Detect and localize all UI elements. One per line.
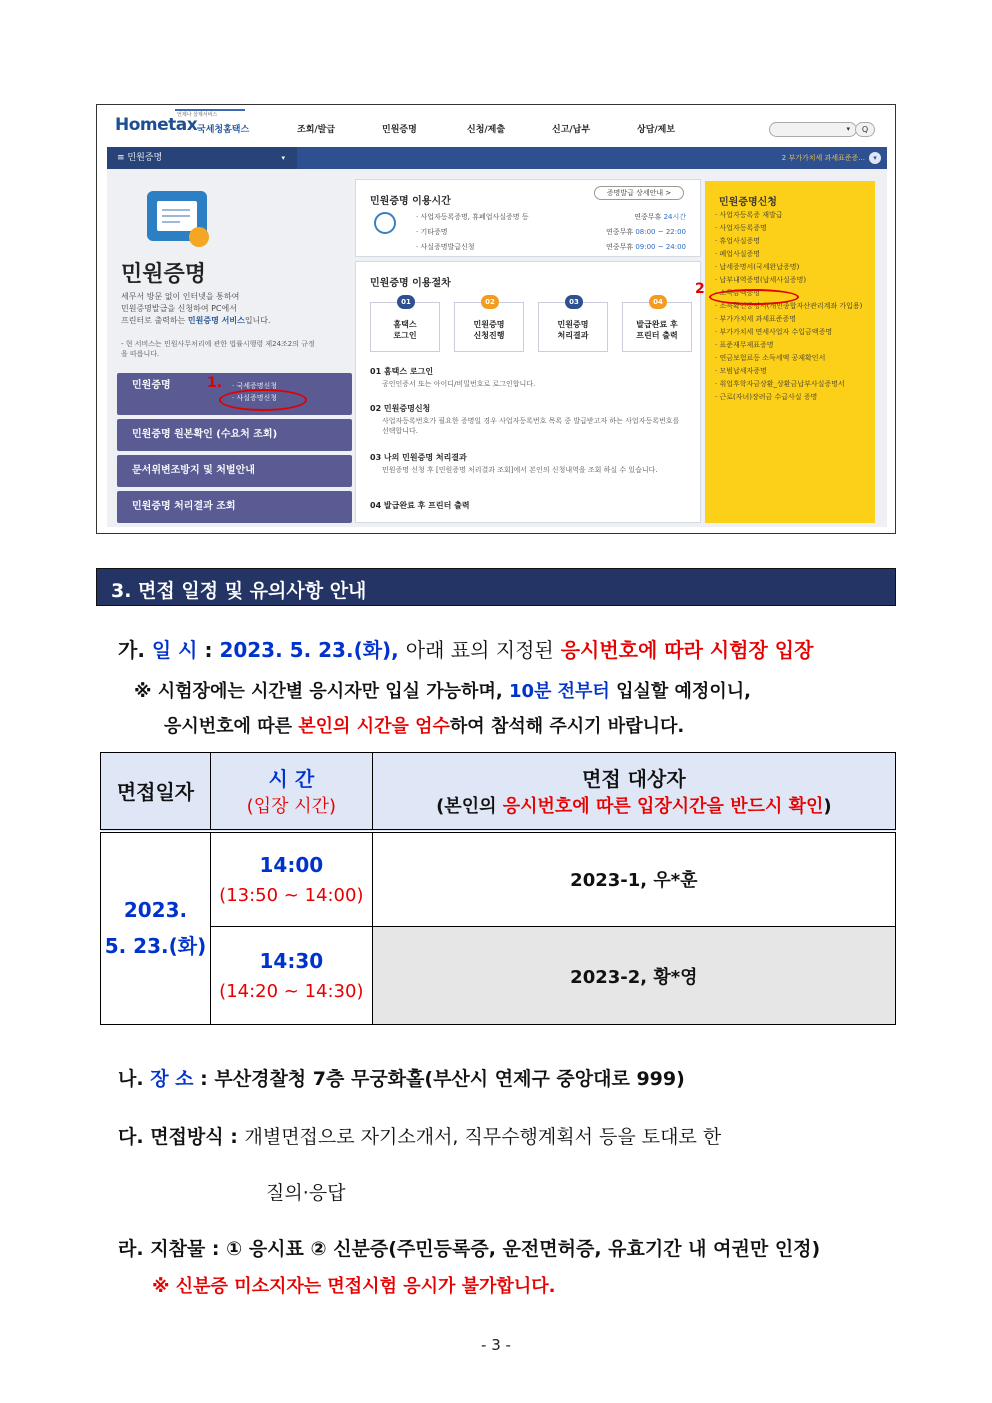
service-note: - 현 서비스는 민원사무처리에 관한 법률시행령 제24조2의 규정을 따릅니다.	[121, 340, 315, 358]
step-number: 02	[481, 295, 499, 309]
step-label: 민원증명	[473, 320, 505, 329]
hours-row	[416, 242, 686, 252]
items-line	[118, 1234, 820, 1261]
item-colon: :	[204, 638, 213, 662]
procedure-step	[370, 298, 440, 352]
desc-emph: 민원증명 서비스	[187, 316, 245, 325]
step-label: 로그인	[393, 331, 417, 340]
document-icon	[147, 191, 207, 241]
hours-title: 민원증명 이용시간	[370, 196, 451, 207]
date-line: 5. 23.(화)	[104, 934, 207, 959]
nav-item[interactable]: 신고/납부	[552, 125, 591, 135]
candidate-cell	[372, 831, 895, 927]
hometax-body	[107, 169, 887, 527]
request-item[interactable]: · 부가가치세 면세사업자 수입금액증명	[715, 328, 833, 336]
item-label: 일 시	[151, 638, 198, 662]
procedure-step	[454, 298, 524, 352]
desc-line: 세무서 방문 없이 인터넷을 통하여	[121, 292, 240, 301]
location-text: 부산경찰청 7층 무궁화홀(부산시 연제구 중앙대로 999)	[214, 1068, 685, 1090]
step-number: 01	[397, 295, 415, 309]
hours-value: 08:00 ~ 22:00	[635, 228, 686, 236]
hours-prefix: 연중무휴	[606, 243, 636, 251]
section-header	[96, 568, 896, 606]
schedule-text: 아래 표의 지정된	[405, 638, 554, 662]
hours-time	[634, 212, 686, 222]
header-sub-text: )	[823, 796, 832, 818]
procedure-step	[538, 298, 608, 352]
header-sub-text: (본인의	[436, 796, 497, 818]
annotation-oval-1	[219, 389, 307, 411]
request-list	[715, 211, 867, 406]
header-time-sub: (입장 시간)	[246, 796, 336, 818]
hours-row	[416, 212, 686, 222]
search-input[interactable]	[769, 122, 857, 137]
item-colon: :	[200, 1068, 208, 1090]
document-line	[162, 209, 190, 211]
date-cell	[101, 831, 211, 1025]
button-label: 민원증명	[132, 380, 171, 391]
step-heading: 04 발급완료 후 프린터 출력	[370, 501, 470, 510]
header-time-label: 시 간	[268, 767, 315, 792]
step-label: 발급완료 후	[636, 320, 678, 329]
submenu-item-tax[interactable]: · 국세증명신청	[232, 382, 278, 390]
step-label: 신청진행	[473, 331, 505, 340]
desc-line	[121, 315, 321, 327]
date-line: 2023.	[123, 898, 188, 923]
notice-mark: ※	[134, 681, 152, 702]
nav-item[interactable]: 민원증명	[382, 125, 417, 135]
hours-row	[416, 227, 686, 237]
notice-text: 입실할 예정이니,	[616, 681, 751, 702]
candidate: 2023-1, 우*훈	[570, 870, 698, 892]
step-description: 민원증명 신청 후 [민원증명 처리결과 조회]에서 본인의 신청내역을 조회 하실 수 있습니다.	[382, 466, 658, 474]
clock-icon	[374, 212, 396, 234]
user-badge-icon	[189, 227, 209, 247]
header-target-label: 면접 대상자	[582, 767, 686, 792]
desc-line: 민원증명발급을 신청하여 PC에서	[121, 304, 237, 313]
request-item[interactable]: · 표준재무제표증명	[715, 341, 774, 349]
procedure-steps	[370, 298, 692, 352]
header-date-label: 면접일자	[116, 780, 195, 805]
chevron-down-icon: ▾	[281, 154, 285, 162]
document-line	[162, 221, 180, 223]
step-description: 공인인증서 또는 아이디/비밀번호로 로그인합니다.	[382, 380, 536, 388]
request-item[interactable]: · 연금보험료등 소득세액 공제확인서	[715, 354, 826, 362]
hours-label: · 사실증명발급신청	[416, 243, 475, 251]
request-panel	[705, 181, 875, 523]
hours-panel	[355, 179, 701, 257]
notice-text: 하여 참석해 주시기 바랍니다.	[449, 716, 685, 737]
section-title: 3. 면접 일정 및 유의사항 안내	[111, 580, 367, 602]
item-prefix: 가.	[118, 638, 145, 662]
step-heading: 01 홈택스 로그인	[370, 367, 434, 376]
procedure-panel	[355, 261, 701, 523]
header-date	[101, 753, 211, 831]
request-item[interactable]: · 휴업사실증명	[715, 237, 761, 245]
hours-value: 24시간	[663, 213, 686, 221]
detail-guide-button[interactable]: 증명발급 상세안내 >	[594, 186, 684, 200]
entry-range: (13:50 ~ 14:00)	[219, 884, 364, 906]
procedure-step	[622, 298, 692, 352]
schedule-date: 2023. 5. 23.(화),	[219, 638, 399, 662]
desc-text: 입니다.	[244, 316, 271, 325]
item-prefix: 라.	[118, 1238, 144, 1260]
time-cell	[210, 927, 372, 1025]
entry-range: (14:20 ~ 14:30)	[219, 981, 364, 1002]
search-icon[interactable]: Q	[855, 122, 875, 137]
step-number: 03	[565, 295, 583, 309]
hours-prefix: 연중무휴	[606, 228, 636, 236]
desc-text: 프린터로 출력하는	[121, 316, 186, 325]
item-colon: :	[230, 1126, 238, 1148]
chevron-down-icon[interactable]: ▾	[869, 152, 881, 164]
service-description	[121, 291, 321, 327]
schedule-line	[118, 634, 813, 663]
annotation-mark-2: 2	[695, 281, 705, 297]
request-item[interactable]: · 근로(자녀)장려금 수급사실 증명	[715, 393, 818, 401]
items-text: ① 응시표 ② 신분증(주민등록증, 운전면허증, 유효기간 내 여권만 인정)	[226, 1238, 821, 1260]
hometax-logo[interactable]: Hometax	[115, 115, 198, 135]
schedule-emphasis: 응시번호에 따라 시험장 입장	[560, 638, 814, 662]
entry-time: 14:00	[259, 852, 324, 877]
request-item[interactable]: · 취업후학자금상환_상환금납부사실증명서	[715, 380, 845, 388]
method-text: 개별면접으로 자기소개서, 직무수행계획서 등을 토대로 한	[244, 1126, 722, 1148]
method-text-cont: 질의·응답	[266, 1182, 346, 1204]
hours-time	[606, 242, 686, 252]
item-colon: :	[211, 1238, 220, 1260]
request-title: 민원증명신청	[719, 197, 777, 208]
logo-tagline: 언제나 살제서비스	[177, 112, 218, 118]
step-description: 사업자등록번호가 필요한 증명일 경우 사업자등록번호 목록 중 발급받고자 하는 사업자등록번호를 선택합니다.	[382, 417, 680, 435]
hours-prefix: 연중무휴	[634, 213, 664, 221]
notice-emphasis: 본인의 시간을 엄수	[298, 716, 450, 737]
step-heading: 03 나의 민원증명 처리결과	[370, 453, 467, 462]
header-target	[372, 753, 895, 831]
table-row	[101, 927, 896, 1025]
page-number: - 3 -	[481, 1336, 511, 1354]
procedure-title: 민원증명 이용절차	[370, 278, 451, 289]
hours-label: · 기타증명	[416, 228, 448, 236]
candidate: 2023-2, 황*영	[570, 966, 698, 988]
request-item[interactable]: · 소득금액증명	[715, 289, 761, 297]
original-verify-button[interactable]: 민원증명 원본확인 (수요처 조회)	[117, 419, 352, 451]
breadcrumb-bar	[107, 147, 887, 169]
nav-item[interactable]: 조회/발급	[297, 125, 336, 135]
submenu-item-fact[interactable]: · 사실증명신청	[232, 394, 278, 402]
header-time	[210, 753, 372, 831]
candidate-cell	[372, 927, 895, 1025]
document-line	[162, 215, 190, 217]
menu-selector[interactable]	[107, 147, 297, 169]
notice-line-2	[164, 712, 684, 738]
menu-label: ≡ 민원증명	[117, 153, 163, 163]
item-label: 지참물	[150, 1238, 206, 1260]
annotation-mark-1: 1.	[207, 375, 223, 391]
request-item[interactable]: · 폐업사실증명	[715, 250, 761, 258]
request-item[interactable]: · 사업자등록증 재발급	[715, 211, 783, 219]
request-item[interactable]: · 소득확인증명서(개인종합자산관리계좌 가입용)	[715, 302, 863, 310]
nav-item[interactable]: 상담/제보	[637, 125, 676, 135]
id-warning: ※ 신분증 미소지자는 면접시험 응시가 불가합니다.	[152, 1276, 556, 1297]
result-lookup-button[interactable]: 민원증명 처리결과 조회	[117, 491, 352, 523]
request-item[interactable]: · 부가가치세 과세표준증명	[715, 315, 797, 323]
method-line	[118, 1122, 721, 1149]
step-label: 프린터 출력	[636, 331, 678, 340]
request-item[interactable]: · 납부내역증명(납세사실증명)	[715, 276, 807, 284]
header-target-sub	[373, 792, 895, 818]
item-label: 장 소	[150, 1068, 194, 1090]
step-heading: 02 민원증명신청	[370, 404, 431, 413]
time-cell	[210, 831, 372, 927]
nav-item[interactable]: 신청/제출	[467, 125, 506, 135]
step-number: 04	[649, 295, 667, 309]
hometax-header	[97, 105, 895, 145]
hometax-logo-sub: 국세청홈택스	[197, 125, 250, 135]
step-label: 민원증명	[557, 320, 589, 329]
step-label: 처리결과	[557, 331, 589, 340]
hometax-screenshot	[96, 104, 896, 534]
top-nav	[297, 122, 722, 135]
notice-emphasis: 10분 전부터	[508, 681, 610, 702]
item-prefix: 나.	[118, 1068, 144, 1090]
entry-time: 14:30	[259, 949, 324, 973]
request-item[interactable]: · 납세증명서(국세완납증명)	[715, 263, 800, 271]
table-row	[101, 831, 896, 927]
header-sub-emphasis: 응시번호에 따른 입장시간을 반드시 확인	[502, 796, 824, 818]
notice-text: 시험장에는 시간별 응시자만 입실 가능하며,	[157, 681, 503, 702]
step-label: 홈택스	[393, 320, 417, 329]
interview-table	[100, 752, 896, 1025]
chevron-down-icon[interactable]: ▾	[846, 125, 850, 133]
request-item[interactable]: · 모범납세자증명	[715, 367, 767, 375]
forgery-guide-button[interactable]: 문서위변조방지 및 처벌안내	[117, 455, 352, 487]
item-label: 면접방식	[150, 1126, 224, 1148]
breadcrumb-current[interactable]: 2 부가가치세 과세표준증...	[781, 154, 865, 162]
hours-value: 09:00 ~ 24:00	[635, 243, 686, 251]
notice-text: 응시번호에 따른	[164, 716, 292, 737]
hours-time	[606, 227, 686, 237]
page-title: 민원증명	[121, 262, 207, 287]
notice-line-1	[134, 677, 751, 703]
annotation-oval-2	[709, 289, 799, 305]
hours-label: · 사업자등록증명, 휴폐업사실증명 등	[416, 213, 529, 221]
item-prefix: 다.	[118, 1126, 144, 1148]
request-item[interactable]: · 사업자등록증명	[715, 224, 767, 232]
location-line	[118, 1064, 685, 1091]
